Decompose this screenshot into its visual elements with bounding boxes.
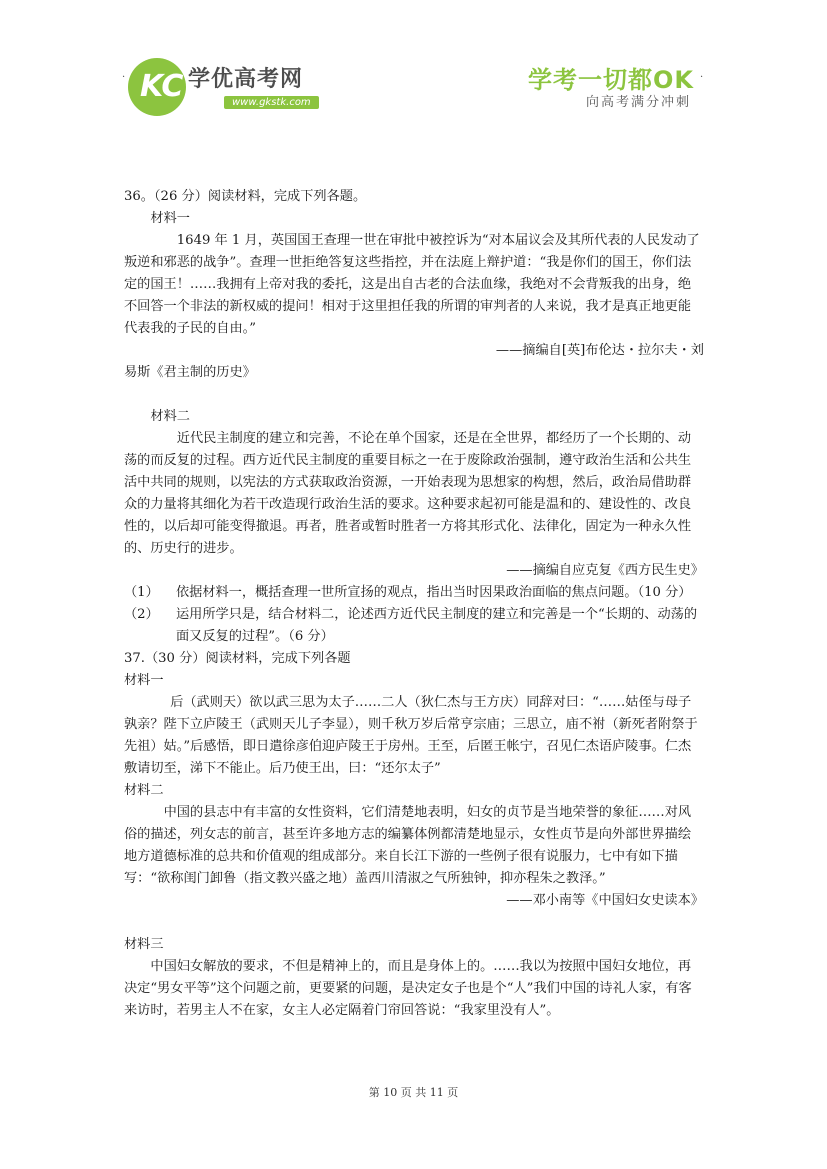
subquestion-text: 运用所学只是，结合材料二，论述西方近代民主制度的建立和完善是一个“长期的、动荡的面又反复的过程”。（6 分）	[176, 607, 698, 644]
q37-material2-label: 材料二	[124, 783, 164, 798]
q36-subquestion-2	[124, 604, 704, 648]
q36-material1-label: 材料一	[150, 211, 190, 226]
logo-badge-icon	[128, 58, 186, 116]
decor-dot: ·	[122, 72, 126, 83]
site-logo	[128, 58, 328, 120]
q37-material3-label: 材料三	[124, 937, 164, 952]
logo-letters: KC	[140, 69, 184, 104]
q37-title: 37.（30 分）阅读材料，完成下列各题	[124, 651, 351, 666]
slogan-main: 学考一切都OK	[528, 66, 694, 94]
q37-material3-text: 中国妇女解放的要求，不但是精神上的，而且是身体上的。……我以为按照中国妇女地位，再决定“男女平等”这个问题之前，更要紧的问题，是决定女子也是个“人”我们中国的诗礼人家，有客来访时，若男主人不在家，女主人必定隔着门帘回答说：“我家里没有人”。	[124, 959, 692, 1018]
q37-material1-text: 后（武则天）欲以武三思为太子……二人（狄仁杰与王方庆）同辞对曰：“……姑侄与母子孰亲？陛下立庐陵王（武则天儿子李显），则千秋万岁后常亨宗庙；三思立，庙不祔（新死者附祭于先祖）姑。”后感悟，即日遣徐彦伯迎庐陵王于房州。王至，后匿王帐宁，召见仁杰语庐陵事。仁杰敷请切至，涕下不能止。后乃使王出，曰：“还尔太子”	[124, 695, 698, 776]
q36-material1-source-cont: 易斯《君主制的历史》	[124, 365, 256, 380]
subquestion-number: （1）	[124, 585, 159, 600]
subquestion-text: 依据材料一，概括查理一世所宣扬的观点，指出当时因果政治面临的焦点问题。（10 分）	[176, 585, 692, 600]
q37-material1-label: 材料一	[124, 673, 164, 688]
page-header	[0, 0, 827, 130]
q37-material2-text: 中国的县志中有丰富的女性资料，它们清楚地表明，妇女的贞节是当地荣誉的象征……对风俗的描述，列女志的前言，甚至许多地方志的编纂体例都清楚地显示，女性贞节是向外部世界描绘地方道德标准的总共和价值观的组成部分。来自长江下游的一些例子很有说服力，七中有如下描写：“欲称闺门卸鲁（指文教兴盛之地）盖西川清淑之气所独钟，抑亦程朱之教泽。”	[124, 805, 692, 886]
logo-url: www.gkstk.com	[224, 96, 319, 109]
q36-subquestion-1	[124, 582, 704, 604]
q36-material2-source: ——摘编自应克复《西方民生史》	[506, 563, 704, 578]
document-body	[124, 186, 704, 1022]
q36-material2-text: 近代民主制度的建立和完善，不论在单个国家，还是在全世界，都经历了一个长期的、动荡的而反复的过程。西方近代民主制度的重要目标之一在于废除政治强制，遵守政治生活和公共生活中共同的规则，以宪法的方式获取政治资源，一开始表现为思想家的构想，然后，政治局借助群众的力量将其细化为若干改造现行政治生活的要求。这种要求起初可能是温和的、建设性的、改良性的，以后却可能变得撤退。再者，胜者或暂时胜者一方将其形式化、法律化，固定为一种永久性的、历史行的进步。	[124, 431, 692, 556]
q36-material2-label: 材料二	[150, 409, 190, 424]
q36-material1-source: ——摘编自[英]布伦达・拉尔夫・刘	[495, 343, 704, 358]
slogan-sub: 向高考满分冲刺	[586, 95, 692, 110]
logo-title: 学优高考网	[188, 67, 304, 92]
q36-material1-text: 1649 年 1 月，英国国王查理一世在审批中被控诉为“对本届议会及其所代表的人民发动了叛逆和邪恶的战争”。查理一世拒绝答复这些指控，并在法庭上辩护道：“我是你们的国王，你们法定的国王！……我拥有上帝对我的委托，这是出自古老的合法血缘，我绝对不会背叛我的出身，绝不回答一个非法的新权威的提问！相对于这里担任我的所谓的审判者的人来说，我才是真正地更能代表我的子民的自由。”	[124, 233, 700, 336]
slogan-logo	[528, 66, 708, 116]
q37-material2-source: ——邓小南等《中国妇女史读本》	[506, 893, 704, 908]
q36-title: 36。（26 分）阅读材料，完成下列各题。	[124, 189, 367, 204]
page-footer: 第 10 页 共 11 页	[368, 1086, 459, 1099]
subquestion-number: （2）	[124, 607, 159, 622]
decor-dot: ·	[700, 72, 704, 83]
